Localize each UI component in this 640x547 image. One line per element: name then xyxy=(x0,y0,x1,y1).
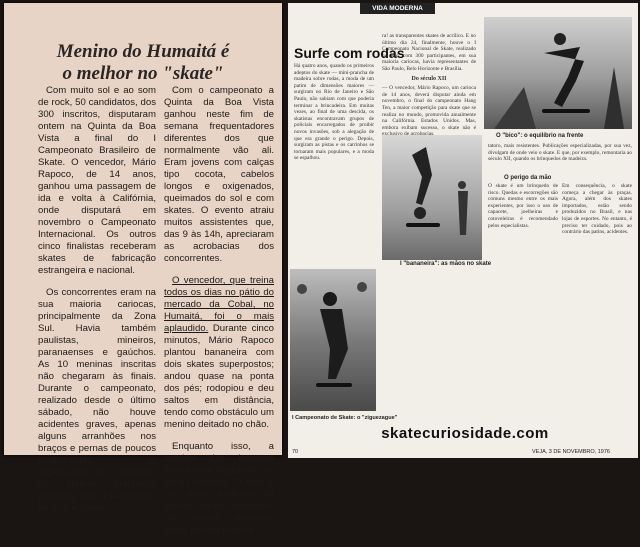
clipping-paragraph: Os concorrentes eram na sua maioria cariocas, principalmente da Zona Sul. Havia também paulistas, mineiros, paranaenses e gaúchos. As 10 meninas inscritas não chegaram às finais. Durante o campeonato, realizado desde o último sábado, não houve acidentes graves, apenas alguns arranhões nos braços e pernas de poucos participantes. O organizador do certame, Sr. Nélson Machado, pretende criar a Federação do Surf e Skate. xyxy=(38,287,156,514)
magazine-page xyxy=(288,3,638,458)
crowd-skater-icon xyxy=(290,269,376,411)
clipping-paragraph: Com muito sol e ao som de rock, 50 candidatos, dos 300 inscritos, disputaram ontem na Quinta da Boa Vista a final do I Campeonato Brasileiro de Skate. O vencedor, Mário Rapoco, de 14 anos, ganhou uma passagem de ida e volta à Califórnia, onde disputará em novembro o Campeonato Internacional. Os outros cinco finalistas receberam skates de fabricação estrangeira e nacional. xyxy=(38,85,156,276)
newspaper-clipping xyxy=(4,3,282,536)
zigzag-photo xyxy=(290,269,376,411)
clipping-paragraph: Enquanto isso, a sombra das imensas árvores era disputada por várias famílias. O lago e os canais artificiais da Quinta foram utilizados, por muitos meninos, como piscina pública. xyxy=(164,441,274,536)
skater-photo-top xyxy=(484,17,632,129)
photo-caption: I "bananeira": as mãos no skate xyxy=(400,261,492,267)
article-column-2 xyxy=(382,33,476,131)
magazine-headline: Surfe com rodas xyxy=(294,45,405,61)
clipping-headline-line2: o melhor no "skate" xyxy=(62,63,224,84)
bananeira-photo xyxy=(382,135,482,260)
section-label: VIDA MODERNA xyxy=(360,3,435,14)
article-column-3: tatoro, mais resistentes. Publicações especializadas, por sua vez, divulgam de onde veio o skate. E que, por exemplo, remontaria ao século XII, quando os brinquedos de madeira. xyxy=(488,143,632,163)
article-text: — O vencedor, Mário Rapoco, um carioca de 14 anos, deverá disputar ainda em novembro, o final do campeonato Hang Ten, a maior competição para skate que se realiza no mundo, promovida anualmente na Califórnia. Estados Unidos. Mas, embora exibam sucesso, o skate não é xyxy=(382,85,476,131)
clipping-sentence: Durante cinco minutos, Mário Rapoco plantou bananeira com dois skates superpostos; andou quase na ponta dos pés; rodopiou e deu saltos em distância, tendo como obstáculo um menino deitado no chão. xyxy=(164,323,274,430)
clipping-paragraph: Com o campeonato a Quinta da Boa Vista ganhou neste fim de semana frequentadores diferentes dos que normalmente vão ali. Eram jovens com calças tipo cocota, cabelos longos e oxigenados, queimados do sol e com skates. O evento atraiu muitos assistentes que, das 9 às 14h, apreciaram as acrobacias dos concorrentes. xyxy=(164,85,274,264)
skater-silhouette-icon xyxy=(484,17,632,129)
article-text: ra! as transparentes skates de acrílico. E no último dia 24, finalmente, houve o I Campeonato Nacional de Skate, realizado no Rio, com 300 participantes, em sua maioria cariocas, havia representantes de São Paulo, Belo Horizonte e Brasília. xyxy=(382,33,476,72)
highlighted-sentence: O vencedor, que treina todos os dias no pátio do mercado da Cobal, no Humaitá, foi o mais aplaudido. xyxy=(164,275,274,334)
clipping-column-right xyxy=(164,85,274,547)
clipping-headline-line1: Menino do Humaitá é xyxy=(56,41,230,62)
article-column-1: Há quatro anos, quando os primeiros adeptos do skate — mini-prancha de madeira sobre rodas, a moda de um patim de dimensões maiores — surgiram no Rio de Janeiro e São Paulo, não sabiam com que poderia terminar a brincadeira. Em muitas vezes, ao final de uma descida, os skatistas encontravam grupos de policiais encarregados de proibir novos invasões, sob a alegação de que era grande o perigo. Depois, surgiram as pistas e os carrinhos se tornaram mais populares, e a moda se espalhou. xyxy=(294,63,374,162)
clipping-paragraph xyxy=(164,275,274,431)
article-column-4: O skate é um brinquedo de risco. Quedas e escorregões são comuns mesmo entre os mais experientes, por isso o uso de capacete, joelheiras e cotoveleiras é recomendado pelos especialistas. xyxy=(488,183,558,229)
clipping-column-left xyxy=(38,85,156,525)
subheading: Do século XII xyxy=(411,75,447,82)
photo-caption: O "bico": o equilíbrio na frente xyxy=(496,133,584,139)
page-number: 70 xyxy=(292,449,299,455)
clipping-headline xyxy=(4,41,282,85)
issue-date: VEJA, 3 DE NOVEMBRO, 1976 xyxy=(532,449,610,455)
photo-caption: I Campeonato de Skate: o "ziguezague" xyxy=(292,415,398,421)
handstand-skater-icon xyxy=(382,135,482,260)
watermark: skatecuriosidade.com xyxy=(381,425,549,442)
article-column-5: Em consequência, o skate começa a chegar às praças. Agora, além dos skates importados, estão sendo produzidos no Brasil, e nas lojas de esportes. No entanto, é preciso ter cuidado, pois ao contrário das patins, acidentes. xyxy=(562,183,632,236)
subheading: O perigo da mão xyxy=(504,175,552,181)
